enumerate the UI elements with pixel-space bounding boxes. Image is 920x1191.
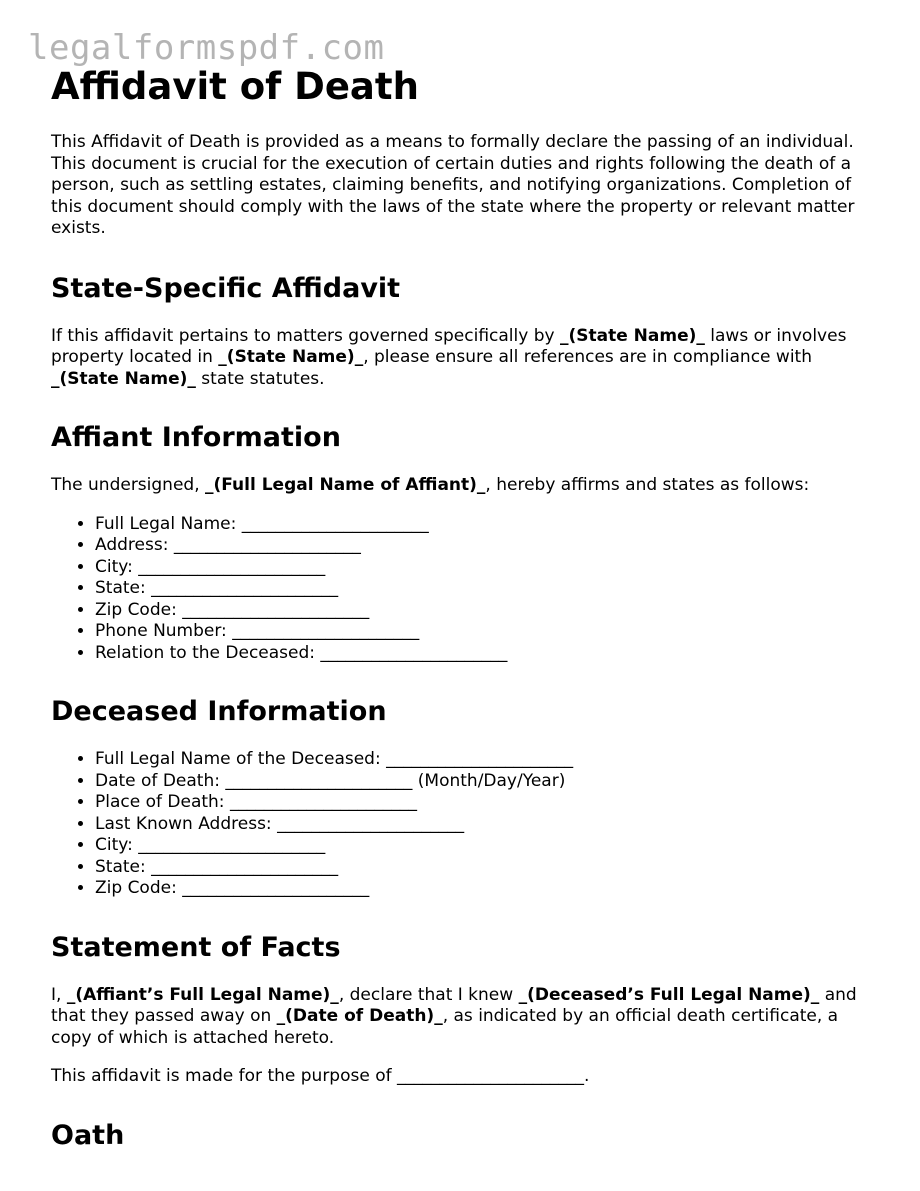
purpose-text: This affidavit is made for the purpose of — [51, 1066, 398, 1086]
deceased-name-placeholder: _(Deceased’s Full Legal Name)_ — [518, 984, 820, 1005]
list-item — [95, 621, 881, 643]
field-suffix: (Month/Day/Year) — [412, 770, 566, 791]
field-label: Zip Code: — [95, 599, 183, 620]
field-blank: ______________________ — [241, 513, 429, 534]
document-body — [51, 64, 881, 1173]
state-text-3: , please ensure all references are in compliance with — [363, 347, 812, 367]
field-blank: ______________________ — [182, 599, 370, 620]
field-label: Place of Death: — [95, 792, 230, 812]
field-label: City: — [95, 835, 139, 855]
field-blank: ______________________ — [151, 856, 339, 877]
affiant-name-placeholder: _(Affiant’s Full Legal Name)_ — [66, 984, 339, 1005]
field-label: Full Legal Name of the Deceased: — [95, 749, 387, 769]
state-specific-paragraph — [51, 326, 881, 391]
purpose-text-end: . — [584, 1066, 590, 1086]
state-text-2: laws or involves property located in — [51, 325, 847, 367]
list-item — [95, 771, 881, 793]
affiant-fields-list — [51, 514, 881, 665]
facts-text: and that they passed away on — [51, 984, 857, 1026]
field-label: Last Known Address: — [95, 813, 278, 834]
list-item — [95, 578, 881, 600]
field-blank: ______________________ — [182, 878, 370, 898]
affiant-intro-prefix: The undersigned, — [51, 475, 206, 495]
field-blank: ______________________ — [386, 749, 574, 769]
watermark-logo: legalformspdf.com — [28, 28, 385, 68]
purpose-paragraph — [51, 1066, 881, 1088]
list-item — [95, 557, 881, 579]
affiant-intro-suffix: , hereby affirms and states as follows: — [485, 475, 810, 495]
field-blank: ______________________ — [232, 621, 420, 641]
oath-heading: Oath — [51, 1119, 125, 1151]
purpose-blank: ______________________ — [397, 1066, 585, 1086]
state-name-placeholder: _(State Name)_ — [559, 325, 705, 346]
state-text-1: If this affidavit pertains to matters governed specifically by — [51, 325, 560, 346]
state-name-placeholder: _(State Name)_ — [51, 368, 196, 389]
intro-paragraph: This Affidavit of Death is provided as a means to formally declare the passing of an individual. This document is crucial for the execution of certain duties and rights following the death of a person, such as settling estates, claiming benefits, and notifying organizations. Completion of this document should comply with the laws of the state where the property or relevant matter exists. — [51, 132, 855, 238]
field-blank: ______________________ — [151, 578, 339, 598]
field-label: Relation to the Deceased: — [95, 642, 321, 663]
deceased-info-heading: Deceased Information — [51, 696, 387, 727]
state-name-placeholder: _(State Name)_ — [218, 347, 364, 367]
deceased-fields-list — [51, 749, 881, 900]
affiant-name-placeholder: _(Full Legal Name of Affiant)_ — [205, 475, 486, 495]
field-label: Address: — [95, 535, 174, 555]
date-of-death-placeholder: _(Date of Death)_ — [276, 1006, 443, 1026]
field-blank: ______________________ — [229, 792, 417, 812]
facts-text: I, — [51, 984, 67, 1005]
list-item — [95, 814, 881, 836]
field-label: City: — [95, 556, 139, 577]
list-item — [95, 857, 881, 879]
list-item — [95, 749, 881, 771]
field-blank: ______________________ — [277, 813, 465, 834]
field-blank: ______________________ — [173, 535, 361, 555]
field-label: Full Legal Name: — [95, 513, 242, 534]
field-label: State: — [95, 856, 152, 877]
list-item — [95, 792, 881, 814]
list-item — [95, 835, 881, 857]
field-blank: ______________________ — [138, 835, 326, 855]
affiant-intro-paragraph — [51, 475, 881, 497]
facts-paragraph — [51, 985, 881, 1050]
list-item — [95, 535, 881, 557]
list-item — [95, 878, 881, 900]
list-item — [95, 600, 881, 622]
statement-of-facts-heading: Statement of Facts — [51, 931, 341, 963]
field-label: Phone Number: — [95, 621, 233, 641]
facts-text: , declare that I knew — [338, 984, 519, 1005]
list-item — [95, 643, 881, 665]
field-label: Zip Code: — [95, 878, 183, 898]
state-text-4: state statutes. — [195, 368, 325, 389]
facts-text: , as indicated by an official death certificate, a copy of which is attached hereto. — [51, 1006, 839, 1048]
field-blank: ______________________ — [320, 642, 508, 663]
field-label: Date of Death: — [95, 770, 226, 791]
field-blank: ______________________ — [138, 556, 326, 577]
list-item — [95, 514, 881, 536]
affiant-info-heading: Affiant Information — [51, 422, 341, 453]
field-blank: ______________________ — [225, 770, 413, 791]
document-title: Affidavit of Death — [51, 65, 419, 108]
state-specific-heading: State-Specific Affidavit — [51, 272, 401, 304]
field-label: State: — [95, 578, 152, 598]
